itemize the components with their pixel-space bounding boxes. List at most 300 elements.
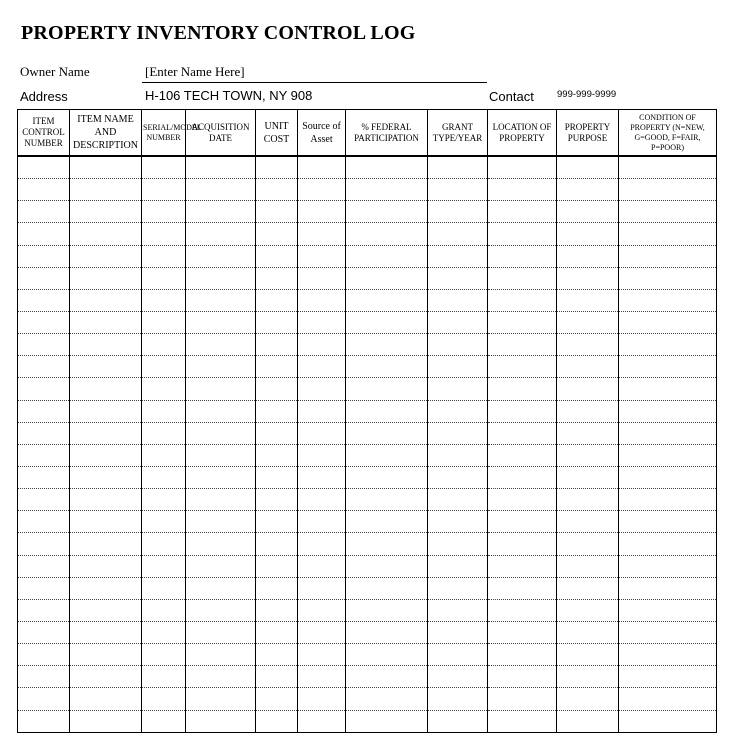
- table-cell[interactable]: [428, 489, 488, 511]
- table-cell[interactable]: [70, 223, 142, 245]
- table-cell[interactable]: [346, 245, 428, 267]
- table-cell[interactable]: [142, 289, 186, 311]
- table-cell[interactable]: [298, 688, 346, 710]
- table-cell[interactable]: [557, 201, 619, 223]
- table-cell[interactable]: [142, 444, 186, 466]
- table-cell[interactable]: [298, 444, 346, 466]
- table-cell[interactable]: [186, 533, 256, 555]
- table-cell[interactable]: [619, 267, 717, 289]
- table-cell[interactable]: [256, 688, 298, 710]
- table-cell[interactable]: [70, 400, 142, 422]
- table-cell[interactable]: [186, 311, 256, 333]
- table-row: [18, 334, 717, 356]
- table-cell[interactable]: [256, 511, 298, 533]
- table-cell[interactable]: [186, 599, 256, 621]
- table-cell[interactable]: [346, 688, 428, 710]
- table-cell[interactable]: [488, 223, 557, 245]
- table-cell[interactable]: [142, 201, 186, 223]
- table-cell[interactable]: [256, 245, 298, 267]
- table-cell[interactable]: [18, 400, 70, 422]
- table-cell[interactable]: [18, 334, 70, 356]
- table-cell[interactable]: [488, 400, 557, 422]
- table-cell[interactable]: [346, 555, 428, 577]
- table-cell[interactable]: [298, 356, 346, 378]
- table-cell[interactable]: [428, 599, 488, 621]
- table-cell[interactable]: [186, 400, 256, 422]
- table-cell[interactable]: [256, 644, 298, 666]
- table-cell[interactable]: [18, 223, 70, 245]
- table-cell[interactable]: [619, 289, 717, 311]
- table-cell[interactable]: [488, 444, 557, 466]
- table-header-row: [18, 110, 717, 157]
- table-cell[interactable]: [18, 311, 70, 333]
- table-cell[interactable]: [346, 644, 428, 666]
- table-cell[interactable]: [619, 644, 717, 666]
- table-cell[interactable]: [18, 356, 70, 378]
- table-cell[interactable]: [70, 179, 142, 201]
- table-cell[interactable]: [557, 599, 619, 621]
- table-cell[interactable]: [488, 466, 557, 488]
- table-cell[interactable]: [619, 688, 717, 710]
- table-cell[interactable]: [428, 511, 488, 533]
- table-cell[interactable]: [346, 621, 428, 643]
- table-cell[interactable]: [428, 179, 488, 201]
- table-cell[interactable]: [428, 533, 488, 555]
- table-row: [18, 511, 717, 533]
- table-cell[interactable]: [70, 245, 142, 267]
- table-cell[interactable]: [488, 201, 557, 223]
- table-cell[interactable]: [428, 289, 488, 311]
- table-cell[interactable]: [298, 245, 346, 267]
- table-cell[interactable]: [346, 710, 428, 732]
- table-cell[interactable]: [142, 621, 186, 643]
- table-cell[interactable]: [619, 444, 717, 466]
- table-cell[interactable]: [298, 533, 346, 555]
- table-cell[interactable]: [142, 400, 186, 422]
- table-cell[interactable]: [142, 223, 186, 245]
- table-cell[interactable]: [428, 378, 488, 400]
- table-cell[interactable]: [142, 245, 186, 267]
- table-cell[interactable]: [428, 577, 488, 599]
- table-cell[interactable]: [557, 621, 619, 643]
- table-cell[interactable]: [186, 378, 256, 400]
- table-cell[interactable]: [619, 599, 717, 621]
- table-cell[interactable]: [18, 710, 70, 732]
- table-cell[interactable]: [619, 577, 717, 599]
- table-cell[interactable]: [298, 466, 346, 488]
- table-cell[interactable]: [428, 422, 488, 444]
- table-cell[interactable]: [256, 378, 298, 400]
- table-cell[interactable]: [619, 466, 717, 488]
- table-cell[interactable]: [346, 511, 428, 533]
- table-cell[interactable]: [70, 533, 142, 555]
- table-cell[interactable]: [186, 644, 256, 666]
- table-cell[interactable]: [346, 444, 428, 466]
- table-cell[interactable]: [557, 356, 619, 378]
- table-cell[interactable]: [428, 267, 488, 289]
- table-cell[interactable]: [488, 311, 557, 333]
- table-cell[interactable]: [186, 710, 256, 732]
- table-cell[interactable]: [186, 356, 256, 378]
- table-cell[interactable]: [186, 223, 256, 245]
- table-cell[interactable]: [142, 489, 186, 511]
- table-row: [18, 378, 717, 400]
- table-cell[interactable]: [346, 489, 428, 511]
- table-cell[interactable]: [619, 621, 717, 643]
- table-cell[interactable]: [18, 599, 70, 621]
- table-cell[interactable]: [256, 533, 298, 555]
- table-cell[interactable]: [70, 444, 142, 466]
- table-cell[interactable]: [70, 710, 142, 732]
- table-cell[interactable]: [619, 223, 717, 245]
- table-row: [18, 400, 717, 422]
- table-cell[interactable]: [256, 621, 298, 643]
- table-cell[interactable]: [186, 466, 256, 488]
- table-cell[interactable]: [18, 577, 70, 599]
- table-cell[interactable]: [256, 356, 298, 378]
- table-cell[interactable]: [298, 223, 346, 245]
- table-cell[interactable]: [619, 179, 717, 201]
- table-cell[interactable]: [428, 621, 488, 643]
- table-cell[interactable]: [557, 710, 619, 732]
- table-cell[interactable]: [557, 688, 619, 710]
- table-cell[interactable]: [186, 511, 256, 533]
- table-cell[interactable]: [346, 267, 428, 289]
- table-cell[interactable]: [488, 245, 557, 267]
- table-cell[interactable]: [298, 311, 346, 333]
- address-field[interactable]: H-106 TECH TOWN, NY 908: [145, 88, 313, 103]
- table-cell[interactable]: [557, 533, 619, 555]
- table-cell[interactable]: [488, 378, 557, 400]
- table-cell[interactable]: [428, 555, 488, 577]
- table-cell[interactable]: [18, 533, 70, 555]
- table-cell[interactable]: [557, 511, 619, 533]
- table-cell[interactable]: [256, 422, 298, 444]
- table-cell[interactable]: [428, 156, 488, 179]
- table-cell[interactable]: [18, 555, 70, 577]
- table-cell[interactable]: [428, 245, 488, 267]
- table-cell[interactable]: [256, 311, 298, 333]
- table-cell[interactable]: [298, 156, 346, 179]
- table-cell[interactable]: [18, 201, 70, 223]
- table-cell[interactable]: [70, 356, 142, 378]
- table-cell[interactable]: [488, 599, 557, 621]
- table-cell[interactable]: [18, 289, 70, 311]
- table-cell[interactable]: [428, 688, 488, 710]
- table-cell[interactable]: [298, 577, 346, 599]
- table-cell[interactable]: [186, 489, 256, 511]
- table-cell[interactable]: [488, 422, 557, 444]
- table-cell[interactable]: [186, 577, 256, 599]
- table-cell[interactable]: [18, 267, 70, 289]
- table-cell[interactable]: [256, 444, 298, 466]
- table-cell[interactable]: [346, 599, 428, 621]
- table-cell[interactable]: [142, 179, 186, 201]
- table-cell[interactable]: [142, 156, 186, 179]
- table-cell[interactable]: [428, 334, 488, 356]
- table-cell[interactable]: [298, 179, 346, 201]
- table-cell[interactable]: [428, 311, 488, 333]
- table-cell[interactable]: [70, 511, 142, 533]
- table-cell[interactable]: [70, 201, 142, 223]
- table-cell[interactable]: [18, 621, 70, 643]
- table-cell[interactable]: [619, 156, 717, 179]
- table-cell[interactable]: [18, 378, 70, 400]
- table-cell[interactable]: [70, 334, 142, 356]
- table-cell[interactable]: [18, 489, 70, 511]
- table-cell[interactable]: [298, 201, 346, 223]
- table-cell[interactable]: [18, 179, 70, 201]
- table-cell[interactable]: [256, 489, 298, 511]
- table-cell[interactable]: [256, 289, 298, 311]
- table-cell[interactable]: [428, 644, 488, 666]
- table-cell[interactable]: [488, 666, 557, 688]
- table-cell[interactable]: [186, 201, 256, 223]
- table-cell[interactable]: [346, 577, 428, 599]
- table-cell[interactable]: [298, 489, 346, 511]
- table-cell[interactable]: [70, 156, 142, 179]
- table-cell[interactable]: [70, 599, 142, 621]
- table-cell[interactable]: [70, 644, 142, 666]
- table-cell[interactable]: [70, 621, 142, 643]
- table-cell[interactable]: [18, 666, 70, 688]
- table-cell[interactable]: [346, 223, 428, 245]
- table-cell[interactable]: [186, 289, 256, 311]
- table-cell[interactable]: [142, 599, 186, 621]
- table-cell[interactable]: [557, 422, 619, 444]
- table-cell[interactable]: [70, 489, 142, 511]
- column-header-item-control-number: ITEM CONTROL NUMBER: [18, 110, 70, 157]
- table-cell[interactable]: [256, 267, 298, 289]
- table-cell[interactable]: [186, 245, 256, 267]
- table-cell[interactable]: [557, 223, 619, 245]
- table-cell[interactable]: [186, 334, 256, 356]
- table-cell[interactable]: [256, 710, 298, 732]
- table-cell[interactable]: [346, 179, 428, 201]
- table-cell[interactable]: [346, 311, 428, 333]
- table-cell[interactable]: [18, 688, 70, 710]
- table-cell[interactable]: [557, 400, 619, 422]
- table-cell[interactable]: [142, 267, 186, 289]
- table-cell[interactable]: [256, 577, 298, 599]
- table-cell[interactable]: [186, 666, 256, 688]
- owner-name-field[interactable]: [Enter Name Here]: [145, 64, 245, 79]
- table-cell[interactable]: [256, 156, 298, 179]
- table-cell[interactable]: [557, 555, 619, 577]
- table-cell[interactable]: [346, 356, 428, 378]
- table-cell[interactable]: [142, 311, 186, 333]
- table-cell[interactable]: [18, 156, 70, 179]
- table-cell[interactable]: [18, 466, 70, 488]
- table-cell[interactable]: [428, 444, 488, 466]
- table-cell[interactable]: [488, 621, 557, 643]
- table-cell[interactable]: [70, 577, 142, 599]
- table-cell[interactable]: [488, 267, 557, 289]
- table-cell[interactable]: [488, 356, 557, 378]
- contact-field[interactable]: 999-999-9999: [557, 89, 617, 100]
- table-cell[interactable]: [298, 644, 346, 666]
- table-cell[interactable]: [70, 289, 142, 311]
- table-cell[interactable]: [256, 555, 298, 577]
- table-row: [18, 710, 717, 732]
- table-row: [18, 289, 717, 311]
- table-cell[interactable]: [557, 311, 619, 333]
- table-cell[interactable]: [298, 666, 346, 688]
- table-cell[interactable]: [142, 511, 186, 533]
- table-cell[interactable]: [557, 267, 619, 289]
- table-cell[interactable]: [142, 577, 186, 599]
- table-cell[interactable]: [70, 555, 142, 577]
- table-cell[interactable]: [142, 378, 186, 400]
- table-cell[interactable]: [256, 666, 298, 688]
- table-cell[interactable]: [18, 245, 70, 267]
- table-cell[interactable]: [619, 400, 717, 422]
- table-cell[interactable]: [70, 466, 142, 488]
- table-cell[interactable]: [70, 422, 142, 444]
- table-cell[interactable]: [142, 688, 186, 710]
- table-cell[interactable]: [346, 466, 428, 488]
- table-cell[interactable]: [346, 289, 428, 311]
- table-cell[interactable]: [557, 156, 619, 179]
- table-cell[interactable]: [428, 400, 488, 422]
- table-cell[interactable]: [142, 422, 186, 444]
- table-cell[interactable]: [619, 311, 717, 333]
- table-cell[interactable]: [142, 644, 186, 666]
- table-cell[interactable]: [557, 466, 619, 488]
- table-cell[interactable]: [428, 466, 488, 488]
- table-cell[interactable]: [186, 444, 256, 466]
- table-cell[interactable]: [557, 179, 619, 201]
- table-cell[interactable]: [256, 334, 298, 356]
- table-cell[interactable]: [142, 666, 186, 688]
- table-cell[interactable]: [346, 156, 428, 179]
- table-cell[interactable]: [557, 378, 619, 400]
- table-cell[interactable]: [186, 621, 256, 643]
- table-cell[interactable]: [557, 444, 619, 466]
- table-cell[interactable]: [619, 666, 717, 688]
- table-cell[interactable]: [256, 201, 298, 223]
- table-cell[interactable]: [346, 378, 428, 400]
- table-cell[interactable]: [619, 334, 717, 356]
- table-cell[interactable]: [428, 223, 488, 245]
- table-cell[interactable]: [298, 400, 346, 422]
- table-cell[interactable]: [142, 466, 186, 488]
- table-cell[interactable]: [70, 666, 142, 688]
- table-cell[interactable]: [619, 422, 717, 444]
- table-cell[interactable]: [428, 201, 488, 223]
- table-cell[interactable]: [619, 533, 717, 555]
- table-cell[interactable]: [557, 644, 619, 666]
- table-cell[interactable]: [142, 710, 186, 732]
- table-cell[interactable]: [619, 201, 717, 223]
- table-cell[interactable]: [186, 555, 256, 577]
- table-cell[interactable]: [256, 179, 298, 201]
- table-cell[interactable]: [346, 334, 428, 356]
- table-cell[interactable]: [298, 555, 346, 577]
- table-cell[interactable]: [346, 201, 428, 223]
- table-cell[interactable]: [557, 489, 619, 511]
- table-cell[interactable]: [619, 555, 717, 577]
- table-cell[interactable]: [70, 688, 142, 710]
- table-cell[interactable]: [346, 666, 428, 688]
- table-cell[interactable]: [298, 621, 346, 643]
- table-cell[interactable]: [298, 599, 346, 621]
- table-cell[interactable]: [488, 334, 557, 356]
- table-cell[interactable]: [298, 334, 346, 356]
- table-cell[interactable]: [488, 489, 557, 511]
- table-cell[interactable]: [298, 710, 346, 732]
- table-cell[interactable]: [619, 378, 717, 400]
- table-cell[interactable]: [619, 489, 717, 511]
- table-cell[interactable]: [186, 156, 256, 179]
- table-cell[interactable]: [142, 334, 186, 356]
- table-cell[interactable]: [298, 422, 346, 444]
- table-cell[interactable]: [256, 599, 298, 621]
- table-cell[interactable]: [488, 511, 557, 533]
- table-cell[interactable]: [488, 644, 557, 666]
- table-cell[interactable]: [488, 577, 557, 599]
- table-cell[interactable]: [346, 400, 428, 422]
- table-cell[interactable]: [18, 422, 70, 444]
- table-cell[interactable]: [488, 555, 557, 577]
- table-cell[interactable]: [186, 179, 256, 201]
- table-cell[interactable]: [428, 356, 488, 378]
- table-cell[interactable]: [619, 245, 717, 267]
- table-cell[interactable]: [557, 577, 619, 599]
- table-cell[interactable]: [619, 511, 717, 533]
- table-cell[interactable]: [557, 334, 619, 356]
- table-cell[interactable]: [488, 533, 557, 555]
- table-cell[interactable]: [488, 156, 557, 179]
- table-cell[interactable]: [428, 666, 488, 688]
- table-cell[interactable]: [298, 378, 346, 400]
- table-cell[interactable]: [298, 289, 346, 311]
- table-cell[interactable]: [18, 644, 70, 666]
- table-cell[interactable]: [256, 223, 298, 245]
- table-cell[interactable]: [256, 466, 298, 488]
- table-cell[interactable]: [142, 555, 186, 577]
- table-cell[interactable]: [70, 267, 142, 289]
- table-cell[interactable]: [346, 533, 428, 555]
- table-cell[interactable]: [428, 710, 488, 732]
- table-cell[interactable]: [256, 400, 298, 422]
- table-row: [18, 201, 717, 223]
- table-cell[interactable]: [70, 311, 142, 333]
- table-cell[interactable]: [298, 267, 346, 289]
- table-cell[interactable]: [186, 267, 256, 289]
- table-cell[interactable]: [18, 444, 70, 466]
- table-cell[interactable]: [142, 533, 186, 555]
- table-cell[interactable]: [346, 422, 428, 444]
- table-cell[interactable]: [557, 245, 619, 267]
- table-cell[interactable]: [186, 688, 256, 710]
- table-cell[interactable]: [619, 710, 717, 732]
- table-cell[interactable]: [142, 356, 186, 378]
- table-cell[interactable]: [488, 688, 557, 710]
- table-cell[interactable]: [70, 378, 142, 400]
- table-cell[interactable]: [488, 289, 557, 311]
- table-cell[interactable]: [186, 422, 256, 444]
- table-cell[interactable]: [557, 289, 619, 311]
- table-cell[interactable]: [18, 511, 70, 533]
- table-cell[interactable]: [619, 356, 717, 378]
- column-header-acquisition-date: ACQUISITION DATE: [186, 110, 256, 157]
- table-cell[interactable]: [298, 511, 346, 533]
- table-row: [18, 599, 717, 621]
- table-cell[interactable]: [488, 179, 557, 201]
- table-cell[interactable]: [488, 710, 557, 732]
- table-cell[interactable]: [557, 666, 619, 688]
